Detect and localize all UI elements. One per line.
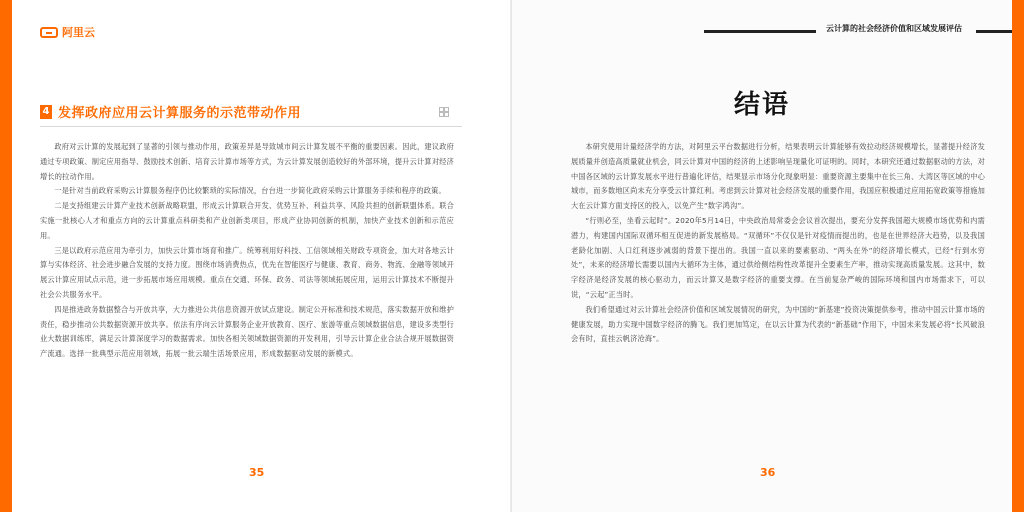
right-body-text [571,140,985,347]
brand-name: 阿里云 [62,26,95,39]
section-title: 发挥政府应用云计算服务的示范带动作用 [58,106,302,121]
section-divider [40,126,462,127]
right-edge-band [1012,0,1024,512]
aliyun-logo-icon [40,27,58,38]
left-body-text [40,140,454,362]
paragraph: 三是以政府示范应用为牵引力，加快云计算市场育和推广。统筹利用好科技、工信领域相关财政专项资金，加大对各地云计算与实体经济、社会进步融合发展的支持力度。围绕市场消费热点，优先在智能医疗与健康、教育、商务、物流、金融等领域开展云计算应用试点示范，进一步拓展市场应用规模。重点在交通、环保、政务、司法等领域拓展应用，运用云计算技术不断提升社会公共服务水平。 [40,245,454,299]
paragraph: 政府对云计算的发展起到了显著的引领与推动作用，政策差异是导致城市间云计算发展不平衡的重要因素。因此，建议政府通过专项政策、制定应用指导、鼓励技术创新、培育云计算市场等方式，为云计算发展创造较好的外部环境，提升云计算对经济增长的拉动作用。 [40,142,454,181]
header-rule-right [976,30,1012,33]
page-number-left: 35 [249,466,265,479]
paragraph: “行则必至，坐看云起时”。2020年5月14日，中央政治局常委会会议首次提出，要充分发挥我国超大规模市场优势和内需潜力，构建国内国际双循环相互促进的新发展格局。“双循环”不仅仅是针对疫情而提出的，也是在世界经济大趋势，以及我国老龄化加剧、人口红利逐步减弱的背景下提出的。我国一直以来的要素驱动、“两头在外”的经济增长模式，已经“行到水穷处”，未来的经济增长需要以国内大循环为主体，通过供给侧结构性改革提升全要素生产率，推动实现高质量发展。这其中，数字经济是经济发展的核心驱动力，而云计算又是数字经济的重要支撑。在当前复杂严峻的国际环境和国内市场需求下，可以说，“云起”正当时。 [571,215,985,299]
running-header: 云计算的社会经济价值和区域发展评估 [826,24,962,33]
brand-logo [40,24,95,40]
left-edge-band [0,0,12,512]
header-rule-left [704,30,816,33]
paragraph: 一是针对当前政府采购云计算服务程序仍比较繁琐的实际情况，台台进一步简化政府采购云计算服务手续和程序的政策。 [54,186,446,196]
section-number: 4 [40,105,52,119]
section-heading [40,102,448,121]
paragraph: 我们希望通过对云计算社会经济价值和区域发展情况的研究，为中国的“新基建”投资决策提供参考，推动中国云计算市场的健康发展，助力实现中国数字经济的腾飞。我们更加笃定，在以云计算为代表的“新基础”作用下，中国未来发展必将“长风破浪会有时，直挂云帆济沧海”。 [571,304,985,344]
paragraph: 四是推进政务数据整合与开放共享，大力推进公共信息资源开放试点建设。制定公开标准和技术规范，落实数据开放和维护责任，稳步推动公共数据资源开放共享。依法有序向云计算服务企业开放教育、医疗、旅游等重点领域数据信息，建设多类型行业大数据训练库，满足云计算深度学习的数据需求。加快各相关领域数据资源的开发利用，引导云计算企业合法合规开展数据资产流通。选择一批典型示范应用领域，拓展一批云端生活场景应用，形成数据驱动发展的新模式。 [40,304,454,359]
chapter-heading: 结语 [733,90,790,120]
grid-decoration-icon [439,107,448,116]
page-number-right: 36 [760,466,776,479]
paragraph: 本研究使用计量经济学的方法，对阿里云平台数据进行分析，结果表明云计算能够有效拉动经济规模增长，显著提升经济发展质量并创造高质量就业机会，同云计算对中国的经济的上述影响呈现量化可证明的。同时，本研究还通过数据驱动的方法，对中国各区域的云计算发展水平进行普遍化评估，结果显示市场分化现象明显：重要资源主要集中在长三角、大湾区等区域的中心城市，而多数地区尚未充分享受云计算红利。考虑到云计算对社会经济发展的重要作用，我国应积极通过应用拓宽政策等措施加大在云计算方面支持区的投入，以免产生“数字鸿沟”。 [571,142,985,211]
paragraph: 二是支持组建云计算产业技术创新战略联盟，形成云计算联合开发、优势互补、利益共享、风险共担的创新联盟体系。联合实施一批核心人才和重点方向的云计算重点科研类和产业创新类项目，形成产业协同创新的机制，加快产业技术创新和示范应用。 [40,201,454,240]
